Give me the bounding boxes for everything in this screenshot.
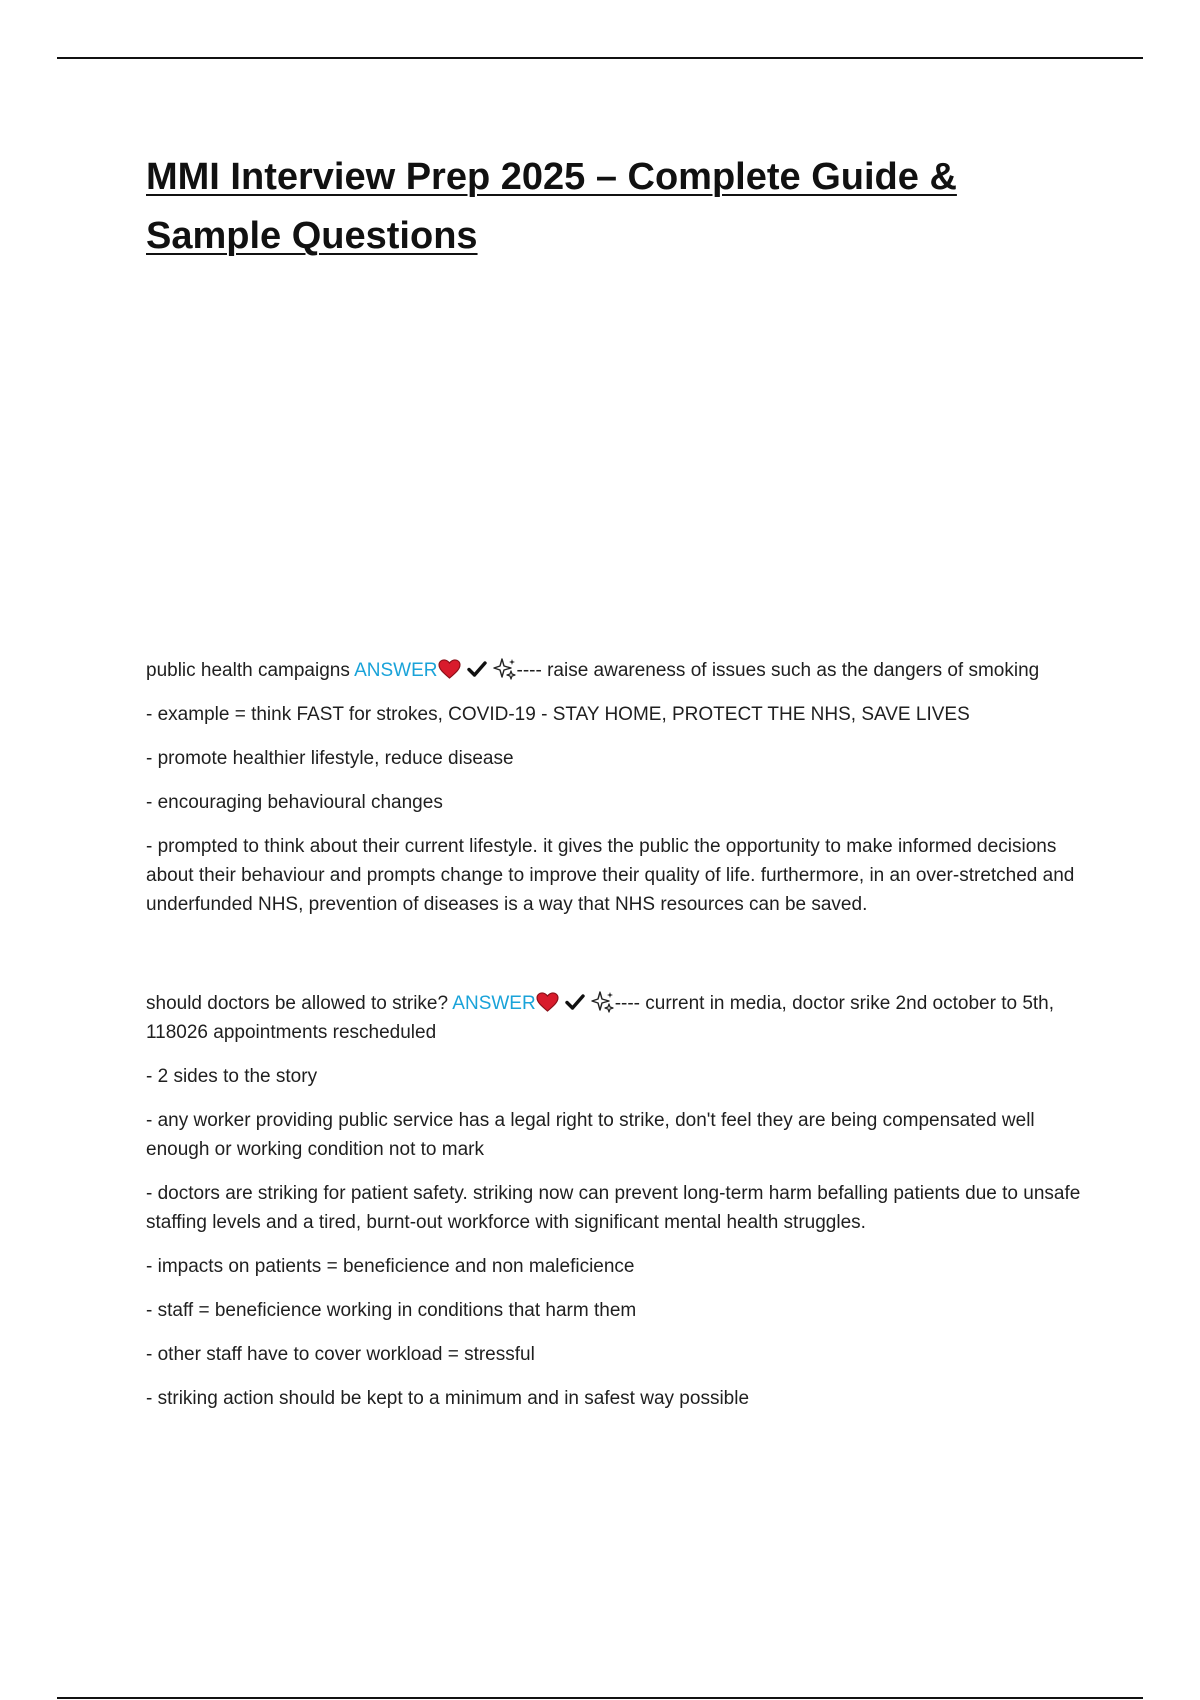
question-text: public health campaigns: [146, 660, 350, 681]
question-text: should doctors be allowed to strike?: [146, 993, 449, 1014]
check-icon: [467, 660, 487, 678]
bullet-point: - other staff have to cover workload = stressful: [146, 1344, 535, 1365]
answer-text: ---- current in media, doctor srike 2nd october to 5th, 118026 appointments rescheduled: [146, 993, 1055, 1043]
bullet-point: - encouraging behavioural changes: [146, 792, 443, 813]
heart-icon: [536, 992, 559, 1012]
qa-section-1: [146, 656, 1096, 919]
bullet-point: - example = think FAST for strokes, COVID-19 - STAY HOME, PROTECT THE NHS, SAVE LIVES: [146, 704, 970, 725]
document-title: MMI Interview Prep 2025 – Complete Guide & Sample Questions: [146, 156, 957, 257]
bullet-point: - staff = beneficience working in conditions that harm them: [146, 1300, 637, 1321]
sparkle-icon: [493, 658, 517, 680]
question-line: [146, 656, 1096, 685]
bullet-point: - impacts on patients = beneficience and non maleficience: [146, 1256, 635, 1277]
bottom-rule: [57, 1697, 1143, 1699]
answer-icons: [536, 991, 615, 1013]
bullet-point: - any worker providing public service has a legal right to strike, don't feel they are being compensated well enough or working condition not to mark: [146, 1110, 1035, 1160]
bullet-point: - doctors are striking for patient safety. striking now can prevent long-term harm befalling patients due to unsafe staffing levels and a tired, burnt-out workforce with significant mental health struggles.: [146, 1183, 1081, 1233]
sparkle-icon: [591, 991, 615, 1013]
question-line: [146, 989, 1096, 1047]
answer-text: ---- raise awareness of issues such as the dangers of smoking: [516, 660, 1040, 681]
bullet-point: - 2 sides to the story: [146, 1066, 318, 1087]
bullet-point: - striking action should be kept to a minimum and in safest way possible: [146, 1388, 750, 1409]
answer-icons: [438, 658, 517, 680]
bullet-point: - promote healthier lifestyle, reduce disease: [146, 748, 514, 769]
answer-label: ANSWER: [452, 993, 536, 1014]
top-rule: [57, 57, 1143, 59]
bullet-point: - prompted to think about their current lifestyle. it gives the public the opportunity to make informed decisions about their behaviour and prompts change to improve their quality of life. furthermore, in an over-stretched and underfunded NHS, prevention of diseases is a way that NHS resources can be saved.: [146, 836, 1075, 915]
heart-icon: [438, 659, 461, 679]
answer-label: ANSWER: [354, 660, 438, 681]
check-icon: [565, 993, 585, 1011]
qa-section-2: [146, 989, 1096, 1413]
